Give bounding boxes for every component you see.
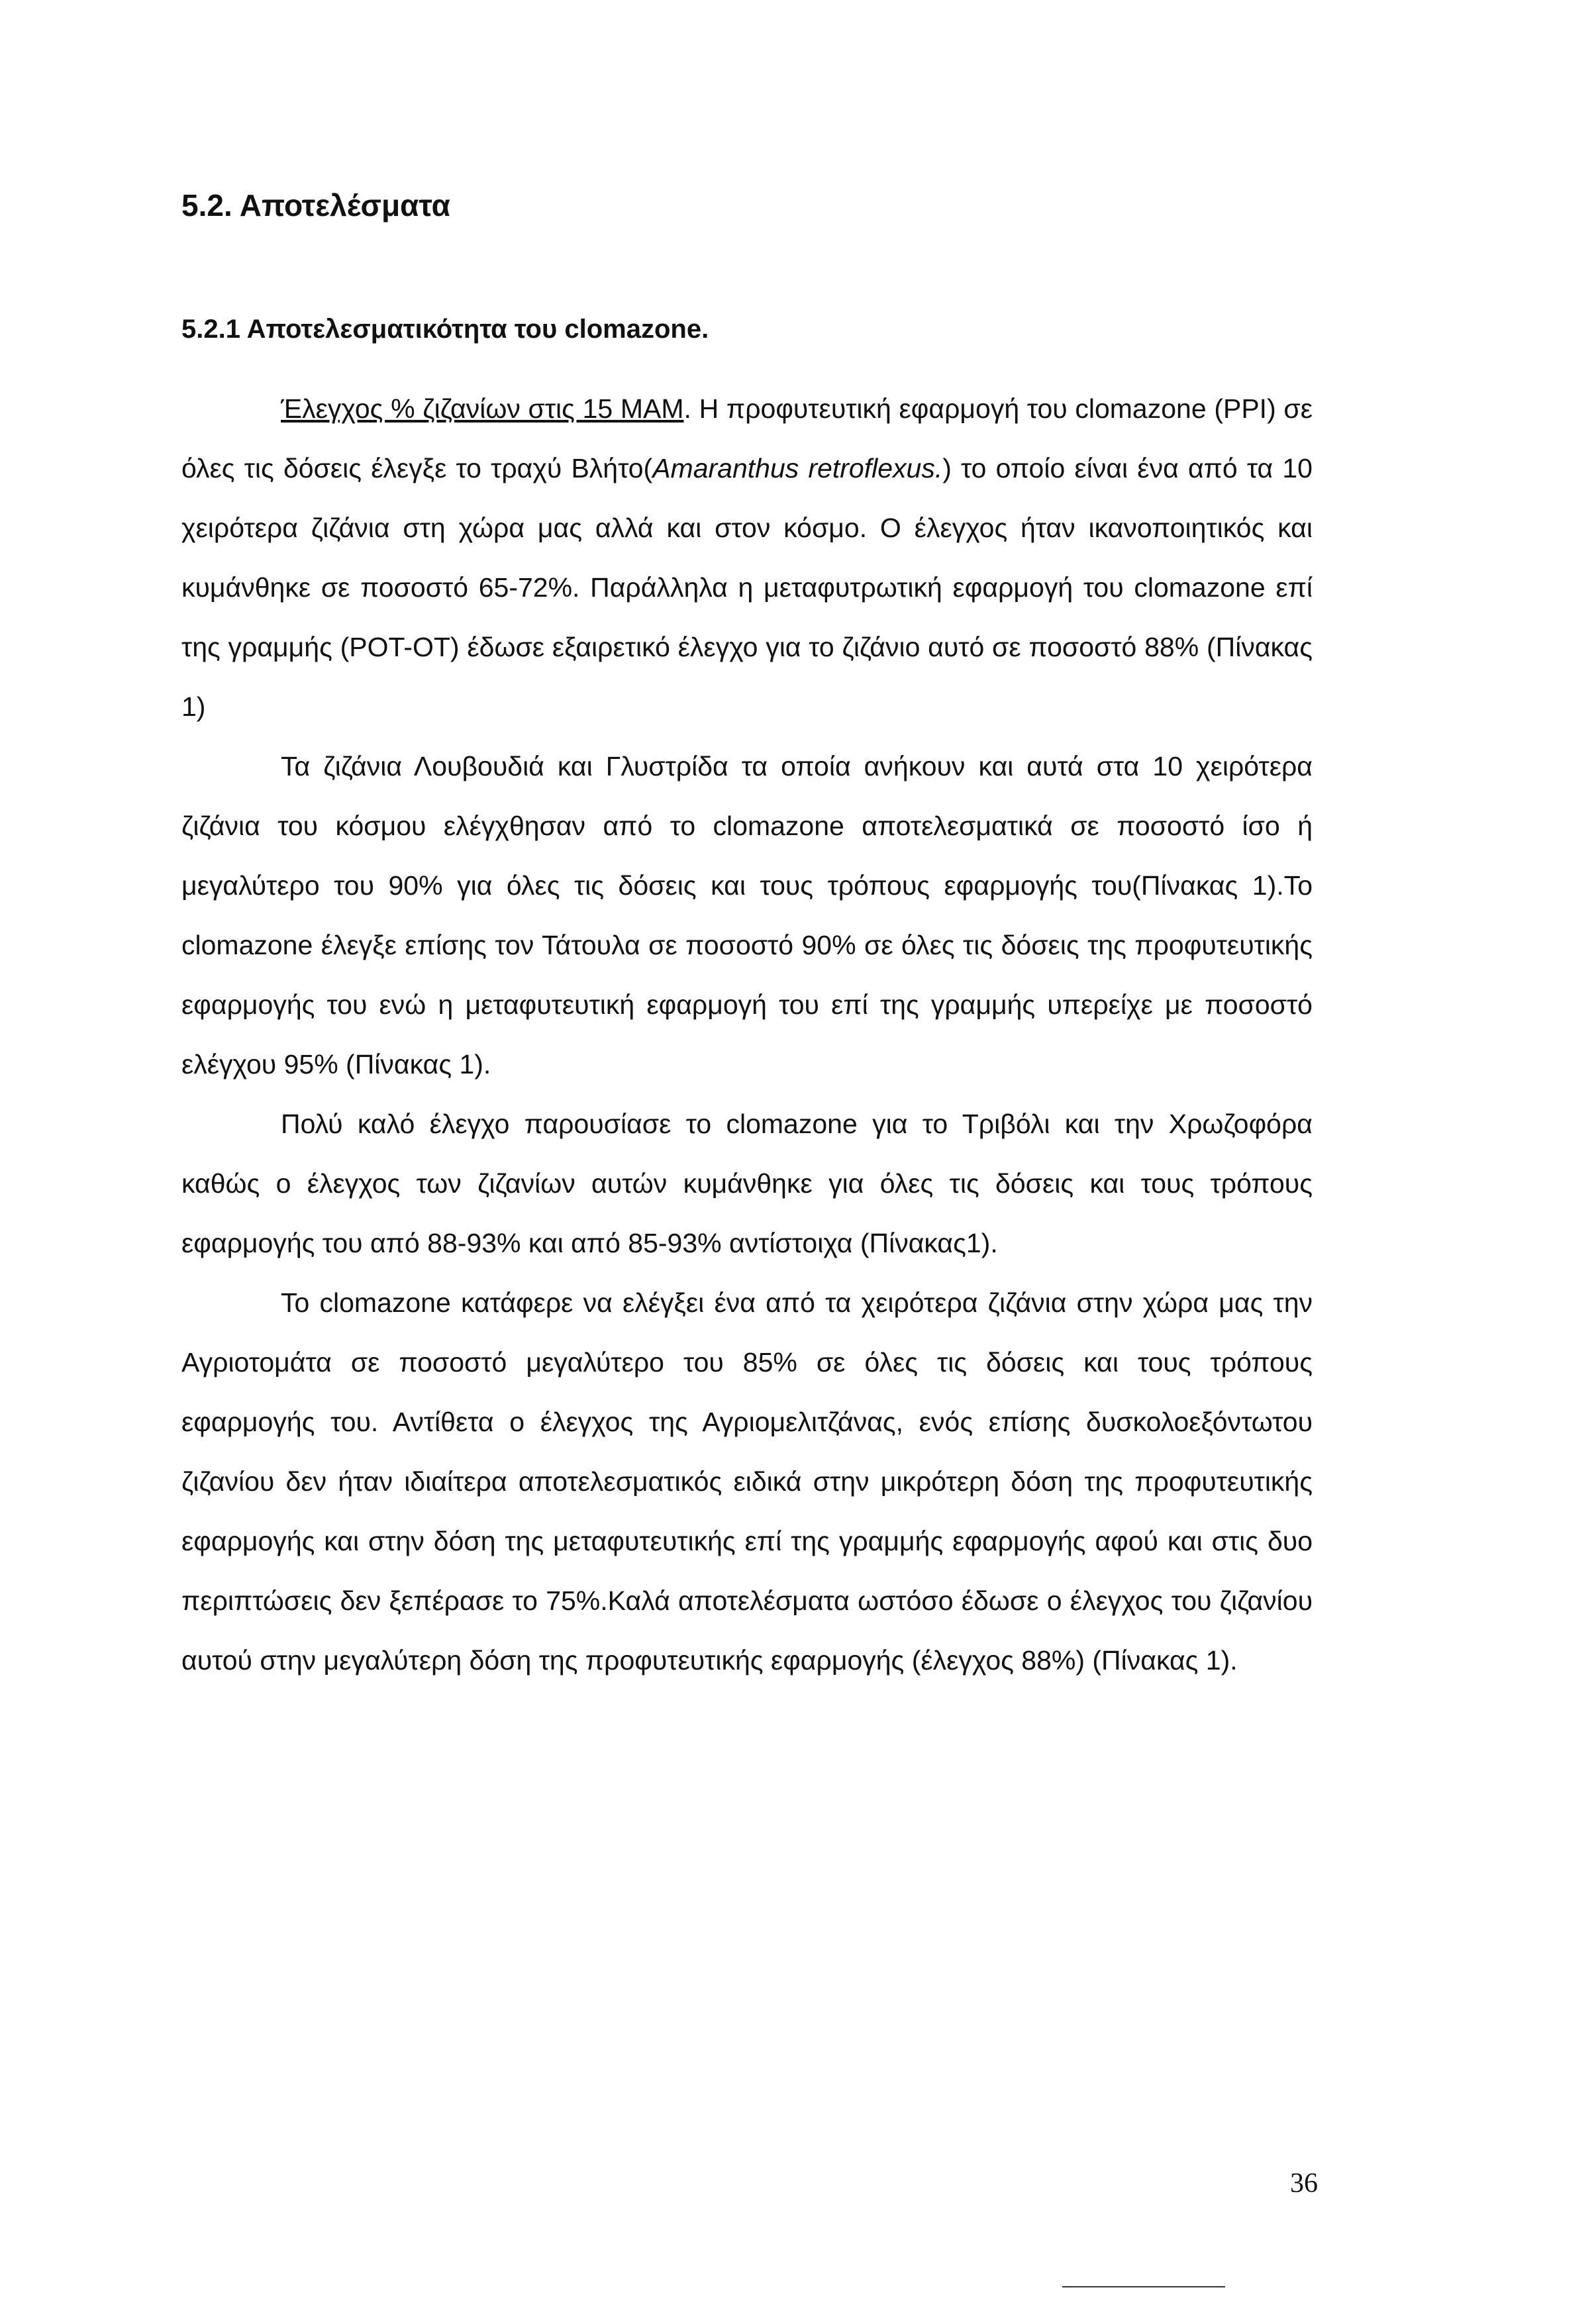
paragraph-text: . Η προφυτευτική εφαρμογή του clomazone (PPI) σε όλες τις δόσεις έλεγξε το τραχύ Βλήτο( [181, 393, 1313, 483]
body-text [181, 379, 1313, 1690]
paragraph-text: ) το οποίο είναι ένα από τα 10 χειρότερα ζιζάνια στη χώρα μας αλλά και στον κόσμο. Ο έλεγχος ήταν ικανοποιητικός και κυμάνθηκε σε ποσοστό 65-72%. Παράλληλα η μεταφυτρωτική εφαρμογή του clomazone επί της γραμμής (POT-OT) έδωσε εξαιρετικό έλεγχο για το ζιζάνιο αυτό σε ποσοστό 88% (Πίνακας 1) [181, 453, 1313, 722]
paragraph-agriotomata-agriomelitzana: Το clomazone κατάφερε να ελέγξει ένα από τα χειρότερα ζιζάνια στην χώρα μας την Αγριοτομάτα σε ποσοστό μεγαλύτερο του 85% σε όλες τις δόσεις και τους τρόπους εφαρμογής του. Αντίθετα ο έλεγχος της Αγριομελιτζάνας, ενός επίσης δυσκολοεξόντωτου ζιζανίου δεν ήταν ιδιαίτερα αποτελεσματικός ειδικά στην μικρότερη δόση της προφυτευτικής εφαρμογής και στην δόση της μεταφυτευτικής επί της γραμμής εφαρμογής αφού και στις δυο περιπτώσεις δεν ξεπέρασε το 75%.Καλά αποτελέσματα ωστόσο έδωσε ο έλεγχος του ζιζανίου αυτού στην μεγαλύτερη δόση της προφυτευτικής εφαρμογής (έλεγχος 88%) (Πίνακας 1). [181, 1287, 1313, 1676]
paragraph-weed-control-15-mam [181, 379, 1313, 736]
species-name: Amaranthus retroflexus. [652, 453, 943, 483]
paragraph-lead-underlined: Έλεγχος % ζιζανίων στις 15 ΜΑΜ [281, 393, 684, 424]
page-number: 36 [1290, 2168, 1318, 2199]
paragraph-trivoli-chrozofora: Πολύ καλό έλεγχο παρουσίασε το clomazone για το Τριβόλι και την Χρωζοφόρα καθώς ο έλεγχος των ζιζανίων αυτών κυμάνθηκε για όλες τις δόσεις και τους τρόπους εφαρμογής του από 88-93% και από 85-93% αντίστοιχα (Πίνακας1). [181, 1109, 1313, 1258]
footer-divider [1062, 2286, 1225, 2287]
subsection-heading: 5.2.1 Αποτελεσματικότητα του clomazone. [181, 315, 709, 344]
section-heading: 5.2. Αποτελέσματα [181, 188, 450, 223]
paragraph-louvoudia-glystrida: Τα ζιζάνια Λουβουδιά και Γλυστρίδα τα οποία ανήκουν και αυτά στα 10 χειρότερα ζιζάνια του κόσμου ελέγχθησαν από το clomazone αποτελεσματικά σε ποσοστό ίσο ή μεγαλύτερο του 90% για όλες τις δόσεις και τους τρόπους εφαρμογής του(Πίνακας 1).Το clomazone έλεγξε επίσης τον Τάτουλα σε ποσοστό 90% σε όλες τις δόσεις της προφυτευτικής εφαρμογής του ενώ η μεταφυτευτική εφαρμογή του επί της γραμμής υπερείχε με ποσοστό ελέγχου 95% (Πίνακας 1). [181, 751, 1313, 1079]
